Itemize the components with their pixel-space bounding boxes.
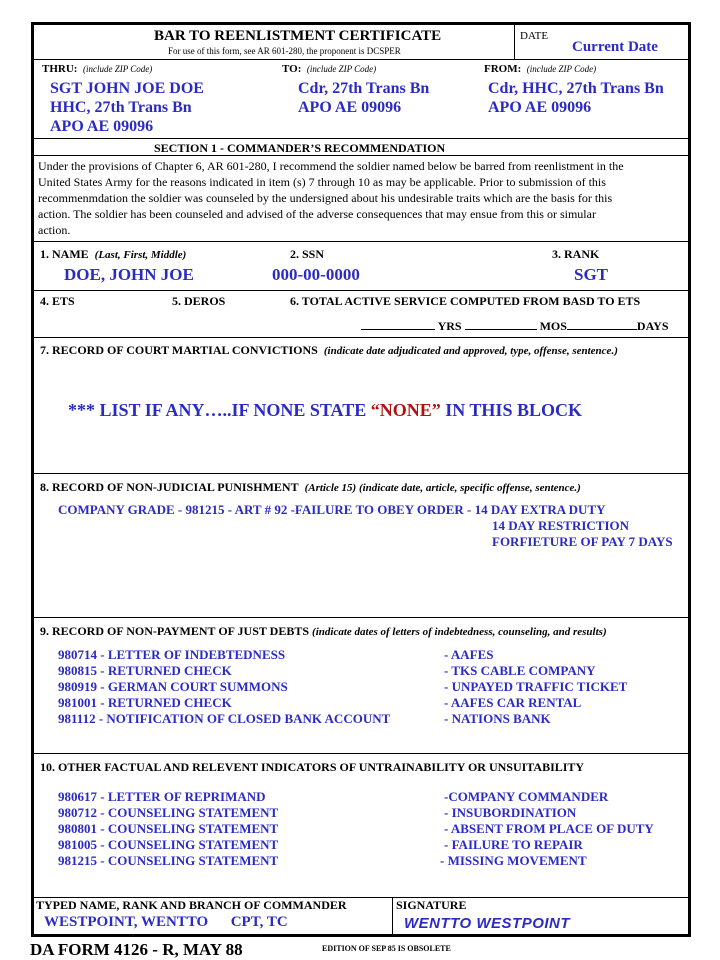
indicator-entry[interactable]: 981215 - COUNSELING STATEMENT (58, 853, 279, 868)
divider (34, 138, 688, 139)
njp-sentence[interactable]: 14 DAY RESTRICTION (492, 518, 630, 533)
indicator-entry[interactable]: 980712 - COUNSELING STATEMENT (58, 805, 279, 820)
divider (34, 617, 688, 618)
date-label: DATE (520, 30, 549, 42)
thru-line[interactable]: HHC, 27th Trans Bn (50, 99, 192, 116)
ssn-value[interactable]: 000-00-0000 (272, 265, 360, 284)
to-line[interactable]: Cdr, 27th Trans Bn (298, 80, 430, 97)
ets-field-label: 4. ETS (40, 294, 75, 308)
divider (34, 473, 688, 474)
to-field-label: TO: (include ZIP Code) (282, 63, 377, 75)
debt-creditor[interactable]: - AAFES CAR RENTAL (444, 695, 582, 710)
indicator-entry[interactable]: 980617 - LETTER OF REPRIMAND (58, 789, 266, 804)
service-field-label: 6. TOTAL ACTIVE SERVICE COMPUTED FROM BASD TO ETS (290, 294, 641, 308)
date-value[interactable]: Current Date (572, 39, 658, 55)
name-value[interactable]: DOE, JOHN JOE (64, 265, 194, 284)
item10-heading: 10. OTHER FACTUAL AND RELEVENT INDICATORS OF UNTRAINABILITY OR UNSUITABILITY (40, 760, 585, 774)
from-field-label: FROM: (include ZIP Code) (484, 63, 597, 75)
debt-entry[interactable]: 980919 - GERMAN COURT SUMMONS (58, 679, 288, 694)
days-blank[interactable] (567, 319, 637, 330)
debt-entry[interactable]: 980815 - RETURNED CHECK (58, 663, 232, 678)
indicator-detail[interactable]: -COMPANY COMMANDER (444, 789, 609, 804)
debt-entry[interactable]: 981112 - NOTIFICATION OF CLOSED BANK ACCOUNT (58, 711, 391, 726)
debt-entry[interactable]: 981001 - RETURNED CHECK (58, 695, 232, 710)
ssn-field-label: 2. SSN (290, 247, 325, 261)
court-martial-note[interactable]: *** LIST IF ANY…..IF NONE STATE “NONE” IN THIS BLOCK (68, 400, 582, 420)
years-blank[interactable] (361, 319, 435, 330)
divider (34, 337, 688, 338)
indicator-detail[interactable]: - INSUBORDINATION (444, 805, 577, 820)
name-field-label: 1. NAME (Last, First, Middle) (40, 247, 187, 261)
item7-heading: 7. RECORD OF COURT MARTIAL CONVICTIONS (indicate date adjudicated and approved, type, offense, sentence.) (40, 343, 618, 357)
service-duration: YRS MOS DAYS (361, 319, 669, 334)
section-heading: SECTION 1 - COMMANDER’S RECOMMENDATION (154, 141, 446, 155)
commander-signature[interactable]: WENTTO WESTPOINT (404, 915, 571, 932)
recommendation-paragraph: Under the provisions of Chapter 6, AR 601-280, I recommend the soldier named below be barred from reenlistment in the United States Army for the reasons indicated in item (s) 7 through 10 as may be applicable. Prior to submission of this recommenmdation the soldier was counseled by the undersigned about his undesirable traits which are the basis for this action. The soldier has been counseled and advised of the adverse consequences that may ensue from this or simular action. (38, 159, 624, 237)
from-line[interactable]: Cdr, HHC, 27th Trans Bn (488, 80, 664, 97)
debt-creditor[interactable]: - NATIONS BANK (444, 711, 551, 726)
commander-name[interactable]: WESTPOINT, WENTTO CPT, TC (44, 914, 288, 930)
thru-line[interactable]: APO AE 09096 (50, 118, 154, 135)
signature-field-label: SIGNATURE (396, 898, 467, 912)
njp-entry[interactable]: COMPANY GRADE - 981215 - ART # 92 -FAILURE TO OBEY ORDER - 14 DAY EXTRA DUTY (58, 502, 606, 517)
rank-field-label: 3. RANK (552, 247, 600, 261)
thru-line[interactable]: SGT JOHN JOE DOE (50, 80, 204, 97)
indicator-detail[interactable]: - FAILURE TO REPAIR (444, 837, 583, 852)
indicator-detail[interactable]: - ABSENT FROM PLACE OF DUTY (444, 821, 654, 836)
indicator-entry[interactable]: 980801 - COUNSELING STATEMENT (58, 821, 279, 836)
divider (34, 753, 688, 754)
commander-field-label: TYPED NAME, RANK AND BRANCH OF COMMANDER (36, 898, 347, 912)
divider (514, 25, 515, 59)
to-line[interactable]: APO AE 09096 (298, 99, 402, 116)
edition-note: EDITION OF SEP 85 IS OBSOLETE (322, 944, 451, 953)
form-title: BAR TO REENLISTMENT CERTIFICATE (154, 28, 442, 44)
debt-creditor[interactable]: - UNPAYED TRAFFIC TICKET (444, 679, 628, 694)
item8-heading: 8. RECORD OF NON-JUDICIAL PUNISHMENT (Article 15) (indicate date, article, specific offense, sentence.) (40, 480, 581, 494)
indicator-entry[interactable]: 981005 - COUNSELING STATEMENT (58, 837, 279, 852)
form-subtitle: For use of this form, see AR 601-280, the proponent is DCSPER (168, 46, 401, 56)
months-blank[interactable] (465, 319, 537, 330)
divider (34, 241, 688, 242)
from-line[interactable]: APO AE 09096 (488, 99, 592, 116)
deros-field-label: 5. DEROS (172, 294, 226, 308)
debt-creditor[interactable]: - AAFES (444, 647, 494, 662)
debt-entry[interactable]: 980714 - LETTER OF INDEBTEDNESS (58, 647, 286, 662)
divider (34, 155, 688, 156)
item9-heading: 9. RECORD OF NON-PAYMENT OF JUST DEBTS (indicate dates of letters of indebtedness, counseling, and results) (40, 624, 607, 638)
form-number: DA FORM 4126 - R, MAY 88 (30, 940, 243, 959)
divider (34, 59, 688, 60)
indicator-detail[interactable]: - MISSING MOVEMENT (440, 853, 587, 868)
divider (392, 897, 393, 934)
debt-creditor[interactable]: - TKS CABLE COMPANY (444, 663, 596, 678)
divider (34, 290, 688, 291)
thru-field-label: THRU: (include ZIP Code) (42, 63, 153, 75)
form-frame (31, 22, 691, 937)
njp-sentence[interactable]: FORFIETURE OF PAY 7 DAYS (492, 534, 673, 549)
rank-value[interactable]: SGT (574, 265, 609, 284)
